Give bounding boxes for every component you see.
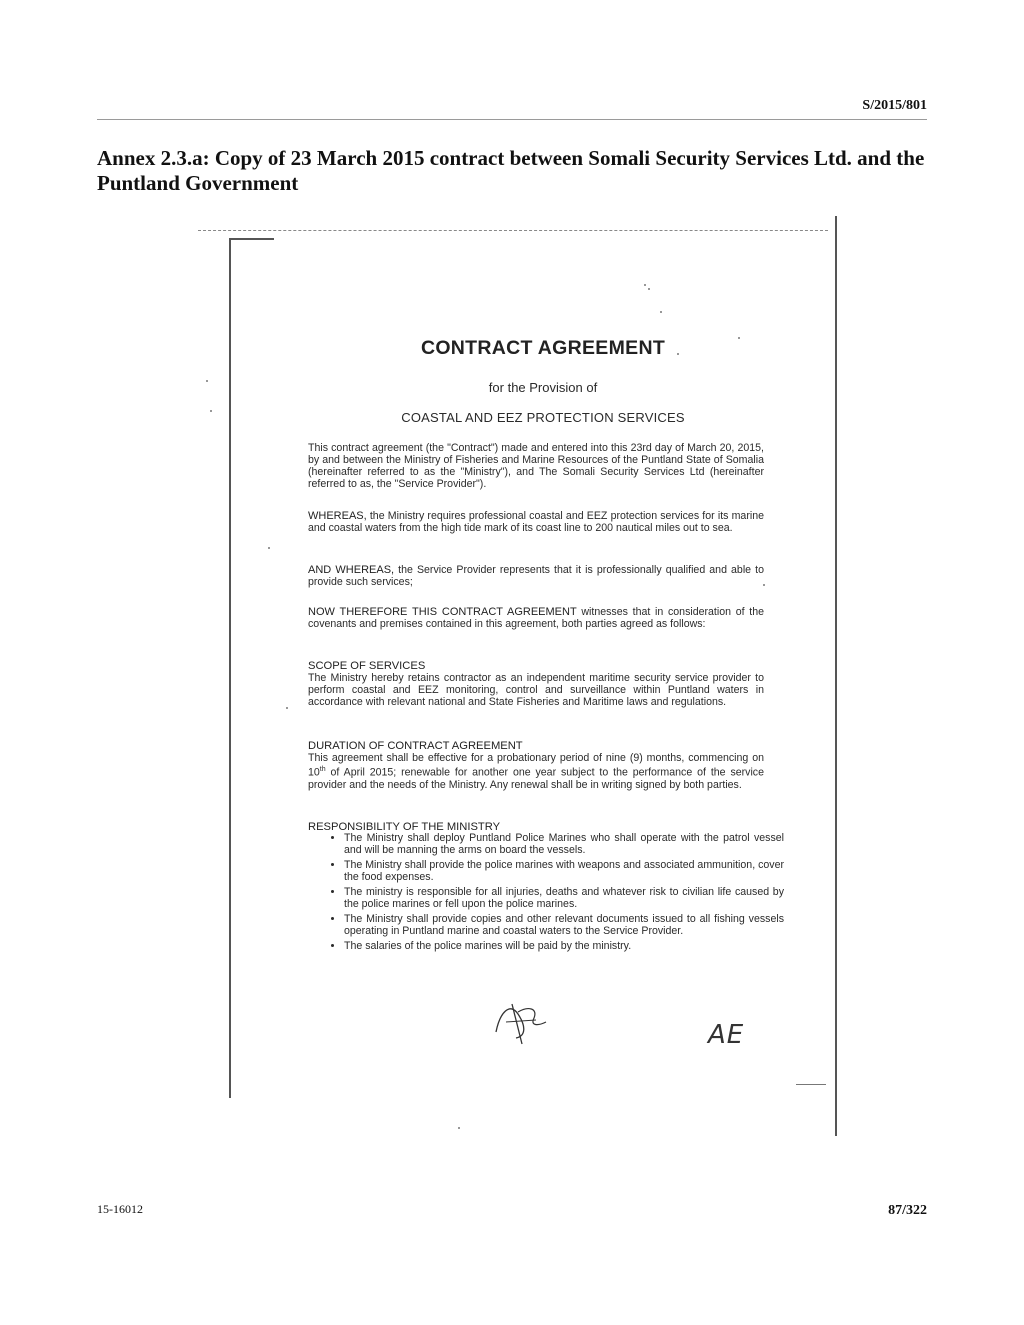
page-number: 87/322 <box>888 1203 927 1218</box>
scope-section <box>308 660 764 708</box>
duration-section <box>308 740 764 791</box>
contract-subtitle: for the Provision of <box>488 380 598 395</box>
header-rule <box>97 119 927 120</box>
whereas-text: the Ministry requires professional coastal and EEZ protection services for its marine and coastal waters from the high tide mark of its coast line to 200 nautical miles out to sea. <box>308 510 764 534</box>
scanned-contract-image <box>198 212 840 1137</box>
scan-speck <box>660 311 662 313</box>
list-item: • The Ministry shall deploy Puntland Police Marines who shall operate with the patrol vessel and will be manning the arms on board the vessels. <box>344 832 784 856</box>
document-symbol: S/2015/801 <box>862 98 927 113</box>
signature-left <box>488 992 558 1052</box>
intro-paragraph: This contract agreement (the "Contract") made and entered into this 23rd day of March 20, 2015, by and between the Ministry of Fisheries and Marine Resources of the Puntland State of Somalia (hereinafter referred to as the "Ministry"), and The Somali Security Services Ltd (hereinafter referred to as, the "Service Provider"). <box>308 442 764 490</box>
scan-speck <box>206 380 208 382</box>
responsibility-list <box>308 832 784 955</box>
scan-speck <box>648 288 650 290</box>
contract-title: CONTRACT AGREEMENT <box>420 337 666 359</box>
services-title: COASTAL AND EEZ PROTECTION SERVICES <box>401 410 685 425</box>
scan-speck <box>286 707 288 709</box>
scan-bottom-mark <box>796 1084 826 1085</box>
and-whereas-paragraph <box>308 564 764 588</box>
scan-left-edge <box>229 238 231 1098</box>
now-therefore-text: witnesses that in consideration of the covenants and premises contained in this agreement, both parties agreed as follows: <box>308 606 765 630</box>
duration-superscript: th <box>319 766 326 773</box>
scope-heading: SCOPE OF SERVICES <box>308 660 426 672</box>
list-item: • The Ministry shall provide copies and other relevant documents issued to all fishing vessels operating in Puntland marine and coastal waters to the Service Provider. <box>344 913 784 937</box>
scan-speck <box>268 547 270 549</box>
list-item: • The Ministry shall provide the police marines with weapons and associated ammunition, cover the food expenses. <box>344 859 784 883</box>
signature-right-initials: AE <box>708 1020 745 1050</box>
list-item: • The salaries of the police marines will be paid by the ministry. <box>344 940 784 952</box>
responsibility-heading: RESPONSIBILITY OF THE MINISTRY <box>308 821 501 833</box>
scan-speck <box>210 410 212 412</box>
duration-heading: DURATION OF CONTRACT AGREEMENT <box>308 740 523 752</box>
scan-left-corner <box>229 238 274 240</box>
annex-title: Annex 2.3.a: Copy of 23 March 2015 contract between Somali Security Services Ltd. and the Puntland Government <box>97 146 925 195</box>
now-therefore-paragraph <box>308 606 764 630</box>
and-whereas-text: the Service Provider represents that it is professionally qualified and able to provide such services; <box>308 564 764 588</box>
whereas-lead: WHEREAS, <box>308 510 367 522</box>
scan-speck <box>738 337 740 339</box>
scan-right-edge <box>835 216 837 1136</box>
list-item: • The ministry is responsible for all injuries, deaths and whatever risk to civilian life caused by the police marines or fell upon the police marines. <box>344 886 784 910</box>
and-whereas-lead: AND WHEREAS, <box>308 564 395 576</box>
whereas-paragraph <box>308 510 764 534</box>
document-code: 15-16012 <box>97 1202 143 1216</box>
scope-text: The Ministry hereby retains contractor as an independent maritime security service provider to perform coastal and EEZ monitoring, control and surveillance within Puntland waters in accordance with relevant national and State Fisheries and Maritime laws and regulations. <box>308 672 764 708</box>
scan-speck <box>644 284 646 286</box>
now-therefore-lead: NOW THEREFORE THIS CONTRACT AGREEMENT <box>308 606 577 618</box>
duration-text-start: This agreement shall be effective for a probationary period of nine (9) months, commencing on 10 <box>308 752 764 779</box>
scan-top-edge <box>198 230 828 232</box>
scan-speck <box>458 1127 460 1129</box>
duration-text-end: of April 2015; renewable for another one year subject to the performance of the service provider and the needs of the Ministry. Any renewal shall be in writing signed by both parties. <box>308 766 764 791</box>
